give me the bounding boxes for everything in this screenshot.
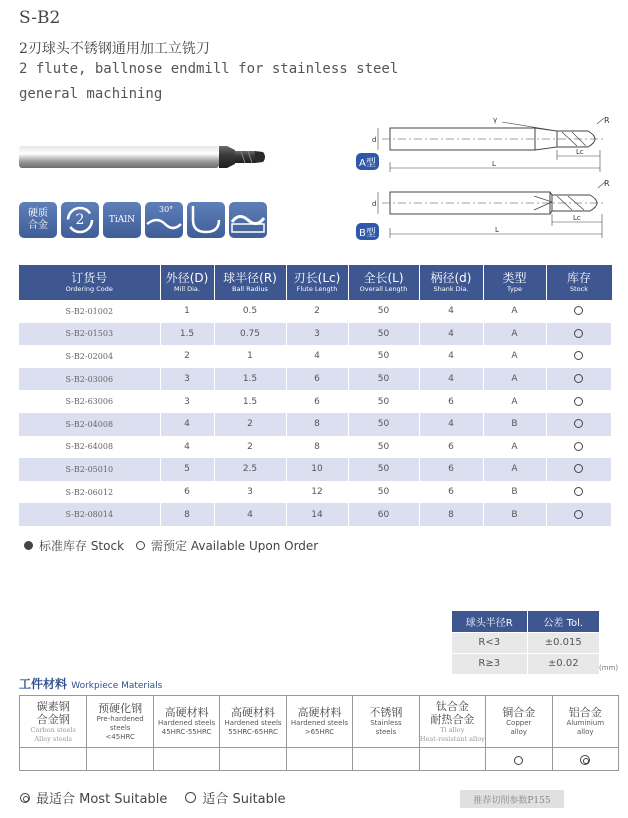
tol-col-tolerance: 公差 Tol. [527,611,599,632]
table-cell: A [483,323,546,346]
material-rating [153,748,219,771]
stock-circle-icon [574,351,583,360]
table-cell: A [483,300,546,323]
endmill-photo [19,140,267,174]
table-cell: 0.5 [214,300,286,323]
table-cell: S-B2-64008 [19,436,160,459]
stock-circle-icon [574,419,583,428]
material-rating [87,748,153,771]
workpiece-table [19,695,619,771]
two-flute-icon: 2 [61,202,99,238]
table-cell: 6 [419,436,483,459]
table-cell: S-B2-05010 [19,458,160,481]
stock-cell [546,390,612,413]
most-suitable-icon [580,755,590,765]
table-cell: 4 [160,413,214,436]
material-header: 碳素钢 合金钢 Carbon steels Alloy steels [20,696,87,748]
table-cell: 5 [160,458,214,481]
col-stock: 库存 Stock [546,265,612,300]
dim-l-a: L [492,160,496,168]
material-header: 高硬材料 Hardened steels >65HRC [286,696,352,748]
table-cell: 4 [160,436,214,459]
table-cell: 8 [286,413,348,436]
table-cell: 1.5 [160,323,214,346]
table-cell: S-B2-02004 [19,345,160,368]
stock-cell [546,368,612,391]
suitable-icon [514,756,523,765]
table-cell: 4 [419,413,483,436]
table-row [19,390,612,413]
material-rating [20,748,87,771]
material-header: 高硬材料 Hardened steels 55HRC-65HRC [220,696,286,748]
tialn-coating-icon: TiAlN [103,202,141,238]
tolerance-table [452,611,599,674]
type-a-label: A型 [356,153,379,170]
stock-circle-icon [574,306,583,315]
table-cell: 3 [214,481,286,504]
spec-table [19,265,612,526]
table-cell: 1.5 [214,368,286,391]
table-cell: 1 [214,345,286,368]
table-cell: 50 [348,323,419,346]
table-cell: 8 [160,503,214,526]
product-title-cn: 2刃球头不锈钢通用加工立铣刀 [19,41,210,57]
stock-circle-icon [574,329,583,338]
dim-lc-b: Lc [573,214,581,222]
table-row [19,436,612,459]
material-rating [220,748,286,771]
table-cell: 6 [419,390,483,413]
table-cell: 2.5 [214,458,286,481]
table-cell: 2 [286,300,348,323]
table-cell: 4 [419,323,483,346]
table-cell: 3 [160,390,214,413]
col-type: 类型 Type [483,265,546,300]
table-cell: S-B2-04008 [19,413,160,436]
stock-cell [546,300,612,323]
table-cell: 1.5 [214,390,286,413]
stock-legend-standard: 标准库存 Stock [39,539,125,553]
dim-r-a: R [604,116,610,125]
col-ball-radius: 球半径(R) Ball Radius [214,265,286,300]
table-cell: 50 [348,481,419,504]
table-cell: S-B2-08014 [19,503,160,526]
stock-cell [546,503,612,526]
wave-profile-icon [229,202,267,238]
table-cell: 50 [348,458,419,481]
dim-d-a: d [372,136,377,144]
table-cell: 50 [348,368,419,391]
table-cell: 3 [160,368,214,391]
table-row [19,345,612,368]
table-cell: S-B2-06012 [19,481,160,504]
table-cell: 10 [286,458,348,481]
ballnose-profile-icon [187,202,225,238]
table-cell: 2 [214,413,286,436]
material-rating [353,748,419,771]
table-cell: 6 [160,481,214,504]
product-title-en-line-2: general machining [19,86,163,102]
dim-d-b: d [372,200,377,208]
table-cell: 6 [286,368,348,391]
table-cell: 4 [286,345,348,368]
col-flute-length: 刃长(Lc) Flute Length [286,265,348,300]
stock-dot-icon [24,541,33,550]
table-cell: 4 [419,300,483,323]
table-row [19,368,612,391]
table-cell: A [483,390,546,413]
col-mill-dia: 外径(D) Mill Dia. [160,265,214,300]
table-cell: 6 [419,458,483,481]
tolerance-unit: (mm) [599,664,619,672]
material-header: 不锈钢 Stainless steels [353,696,419,748]
material-header: 预硬化钢 Pre-hardened steels <45HRC [87,696,153,748]
table-cell: A [483,436,546,459]
tol-row: R<3 ±0.015 [452,632,599,653]
table-cell: 3 [286,323,348,346]
stock-cell [546,323,612,346]
table-cell: 8 [419,503,483,526]
stock-circle-icon [574,510,583,519]
dim-r-b: R [604,179,610,188]
dim-lc-a: Lc [576,148,584,156]
table-cell: 60 [348,503,419,526]
table-cell: S-B2-63006 [19,390,160,413]
table-cell: 8 [286,436,348,459]
material-rating [419,748,485,771]
table-cell: B [483,413,546,436]
table-cell: B [483,503,546,526]
stock-circle-icon [574,487,583,496]
col-ordering-code: 订货号 Ordering Code [19,265,160,300]
table-cell: B [483,481,546,504]
material-rating [286,748,352,771]
suitability-legend [20,788,286,807]
type-b-label: B型 [356,223,379,240]
material-header: 铝合金 Aluminium alloy [552,696,619,748]
stock-circle-icon [574,397,583,406]
table-cell: 0.75 [214,323,286,346]
product-code: S-B2 [19,8,61,28]
col-overall-length: 全长(L) Overall Length [348,265,419,300]
most-suitable-icon [20,793,30,803]
technical-drawings [352,110,614,250]
stock-cell [546,413,612,436]
helix-30-icon: 30° [145,202,183,238]
table-cell: 2 [160,345,214,368]
table-cell: S-B2-03006 [19,368,160,391]
stock-legend-order: 需预定 Available Upon Order [151,539,319,553]
stock-circle-icon [574,464,583,473]
table-cell: 6 [286,390,348,413]
table-cell: 50 [348,345,419,368]
table-cell: S-B2-01002 [19,300,160,323]
table-row [19,413,612,436]
legend-most-suitable: 最适合 Most Suitable [36,792,168,807]
feature-icons [19,202,267,238]
table-cell: 2 [214,436,286,459]
table-cell: 4 [419,345,483,368]
material-rating [552,748,619,771]
suitable-icon [185,792,196,803]
table-row [19,323,612,346]
workpiece-title: 工件材料 Workpiece Materials [19,677,163,691]
stock-cell [546,458,612,481]
col-shank-dia: 柄径(d) Shank Dia. [419,265,483,300]
table-cell: 50 [348,300,419,323]
material-rating [486,748,552,771]
stock-cell [546,481,612,504]
stock-circle-icon [574,442,583,451]
tol-col-radius: 球头半径R [452,611,527,632]
table-cell: 14 [286,503,348,526]
spec-table-header [19,265,612,300]
tol-row: R≥3 ±0.02 [452,653,599,674]
order-circle-icon [136,541,145,550]
cutting-parameters-reference: 推荐切削参数P155 [460,790,564,808]
dim-l-b: L [495,226,499,234]
table-cell: 50 [348,436,419,459]
material-header: 钛合金 耐热合金 Ti alloy Heat-resistant alloy [419,696,485,748]
table-cell: A [483,458,546,481]
table-cell: 12 [286,481,348,504]
table-cell: 4 [214,503,286,526]
endmill-dimension-drawing [352,110,614,250]
table-row [19,300,612,323]
table-cell: A [483,368,546,391]
table-cell: S-B2-01503 [19,323,160,346]
table-cell: 4 [419,368,483,391]
stock-legend [24,537,318,554]
material-header: 铜合金 Copper alloy [486,696,552,748]
material-header: 高硬材料 Hardened steels 45HRC-55HRC [153,696,219,748]
legend-suitable: 适合 Suitable [202,792,286,807]
table-row [19,503,612,526]
table-cell: 1 [160,300,214,323]
hard-alloy-icon: 硬质 合金 [19,202,57,238]
table-cell: 50 [348,390,419,413]
table-cell: 50 [348,413,419,436]
dim-gamma: γ [493,116,498,124]
stock-cell [546,436,612,459]
table-cell: 6 [419,481,483,504]
stock-circle-icon [574,374,583,383]
table-row [19,458,612,481]
table-row [19,481,612,504]
product-title-en-line-1: 2 flute, ballnose endmill for stainless steel [19,61,399,77]
stock-cell [546,345,612,368]
table-cell: A [483,345,546,368]
